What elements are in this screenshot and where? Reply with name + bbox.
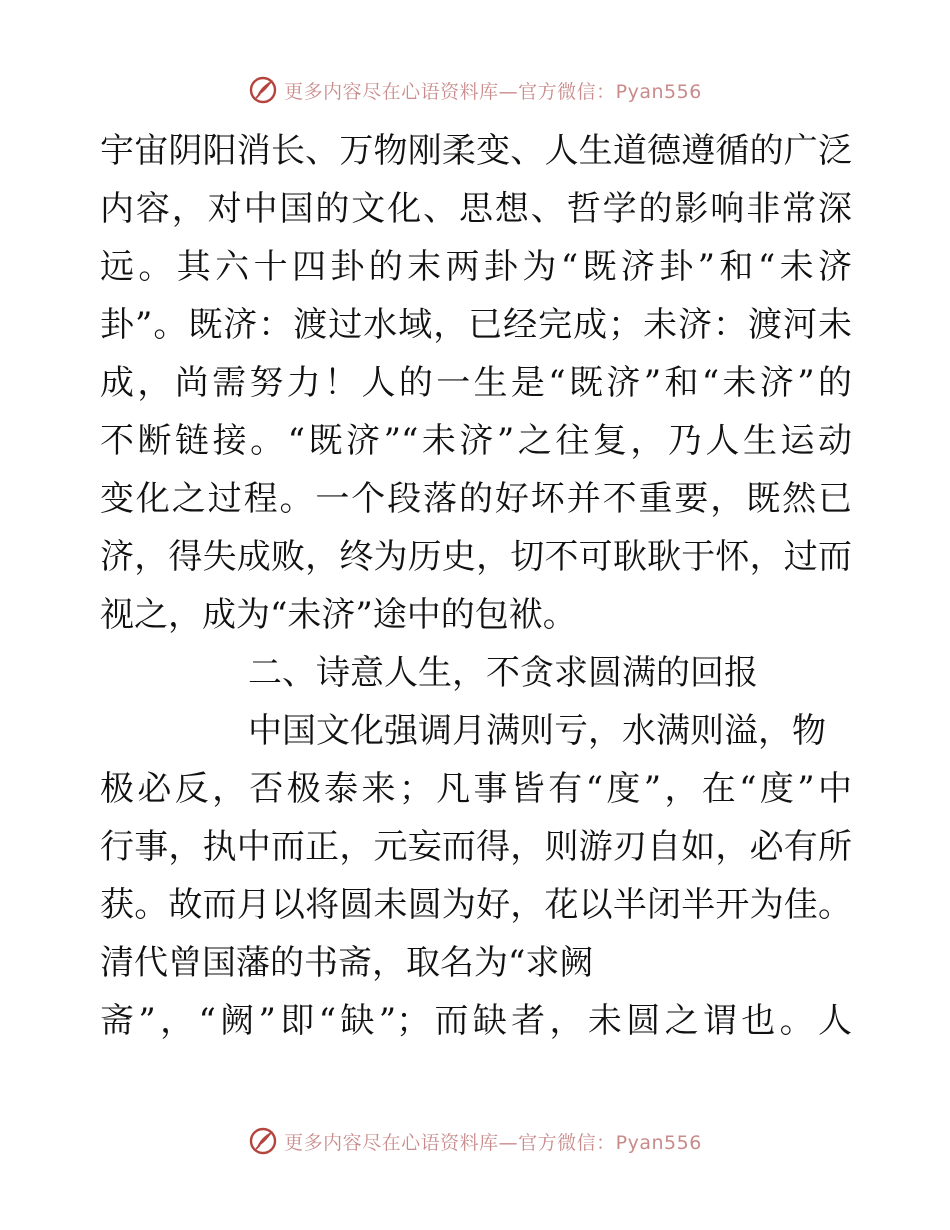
watermark-group [248, 75, 702, 105]
watermark-wechat-id: Pyan556 [615, 80, 702, 103]
paragraph-line: 远。其六十四卦的末两卦为“既济卦”和“未济 [100, 247, 852, 287]
paragraph-line: 行事，执中而正，元妄而得，则游刃自如，必有所 [100, 827, 852, 867]
watermark-group [248, 1126, 702, 1156]
paragraph-line: 中国文化强调月满则亏，水满则溢，物 [248, 711, 826, 751]
watermark-footer [0, 1123, 950, 1159]
paragraph-line: 视之，成为“未济”途中的包袱。 [100, 595, 577, 635]
quill-logo-icon [248, 1126, 278, 1156]
section-heading: 二、诗意人生，不贪求圆满的回报 [248, 653, 758, 693]
quill-logo-icon [248, 75, 278, 105]
watermark-text [284, 77, 702, 104]
paragraph-line: 宇宙阴阳消长、万物刚柔变、人生道德遵循的广泛 [100, 131, 852, 171]
paragraph-line: 济，得失成败，终为历史，切不可耿耿于怀，过而 [100, 537, 852, 577]
document-body [100, 122, 852, 1050]
paragraph-line: 极必反，否极泰来；凡事皆有“度”，在“度”中 [100, 769, 852, 809]
paragraph-line: 成，尚需努力！人的一生是“既济”和“未济”的 [100, 363, 852, 403]
paragraph-line: 获。故而月以将圆未圆为好，花以半闭半开为佳。 [100, 885, 852, 925]
watermark-header [0, 72, 950, 108]
watermark-label: 更多内容尽在心语资料库—官方微信： [284, 80, 616, 103]
paragraph-line: 不断链接。“既济”“未济”之往复，乃人生运动 [100, 421, 852, 461]
watermark-wechat-id: Pyan556 [615, 1131, 702, 1154]
paragraph-line: 卦”。既济：渡过水域，已经完成；未济：渡河未 [100, 305, 852, 345]
paragraph-line: 清代曾国藩的书斋，取名为“求阙 [100, 943, 594, 983]
watermark-text [284, 1128, 702, 1155]
watermark-label: 更多内容尽在心语资料库—官方微信： [284, 1131, 616, 1154]
paragraph-line: 斋”，“阙”即“缺”；而缺者，未圆之谓也。人 [100, 1001, 852, 1041]
paragraph-line: 内容，对中国的文化、思想、哲学的影响非常深 [100, 189, 852, 229]
paragraph-line: 变化之过程。一个段落的好坏并不重要，既然已 [100, 479, 852, 519]
